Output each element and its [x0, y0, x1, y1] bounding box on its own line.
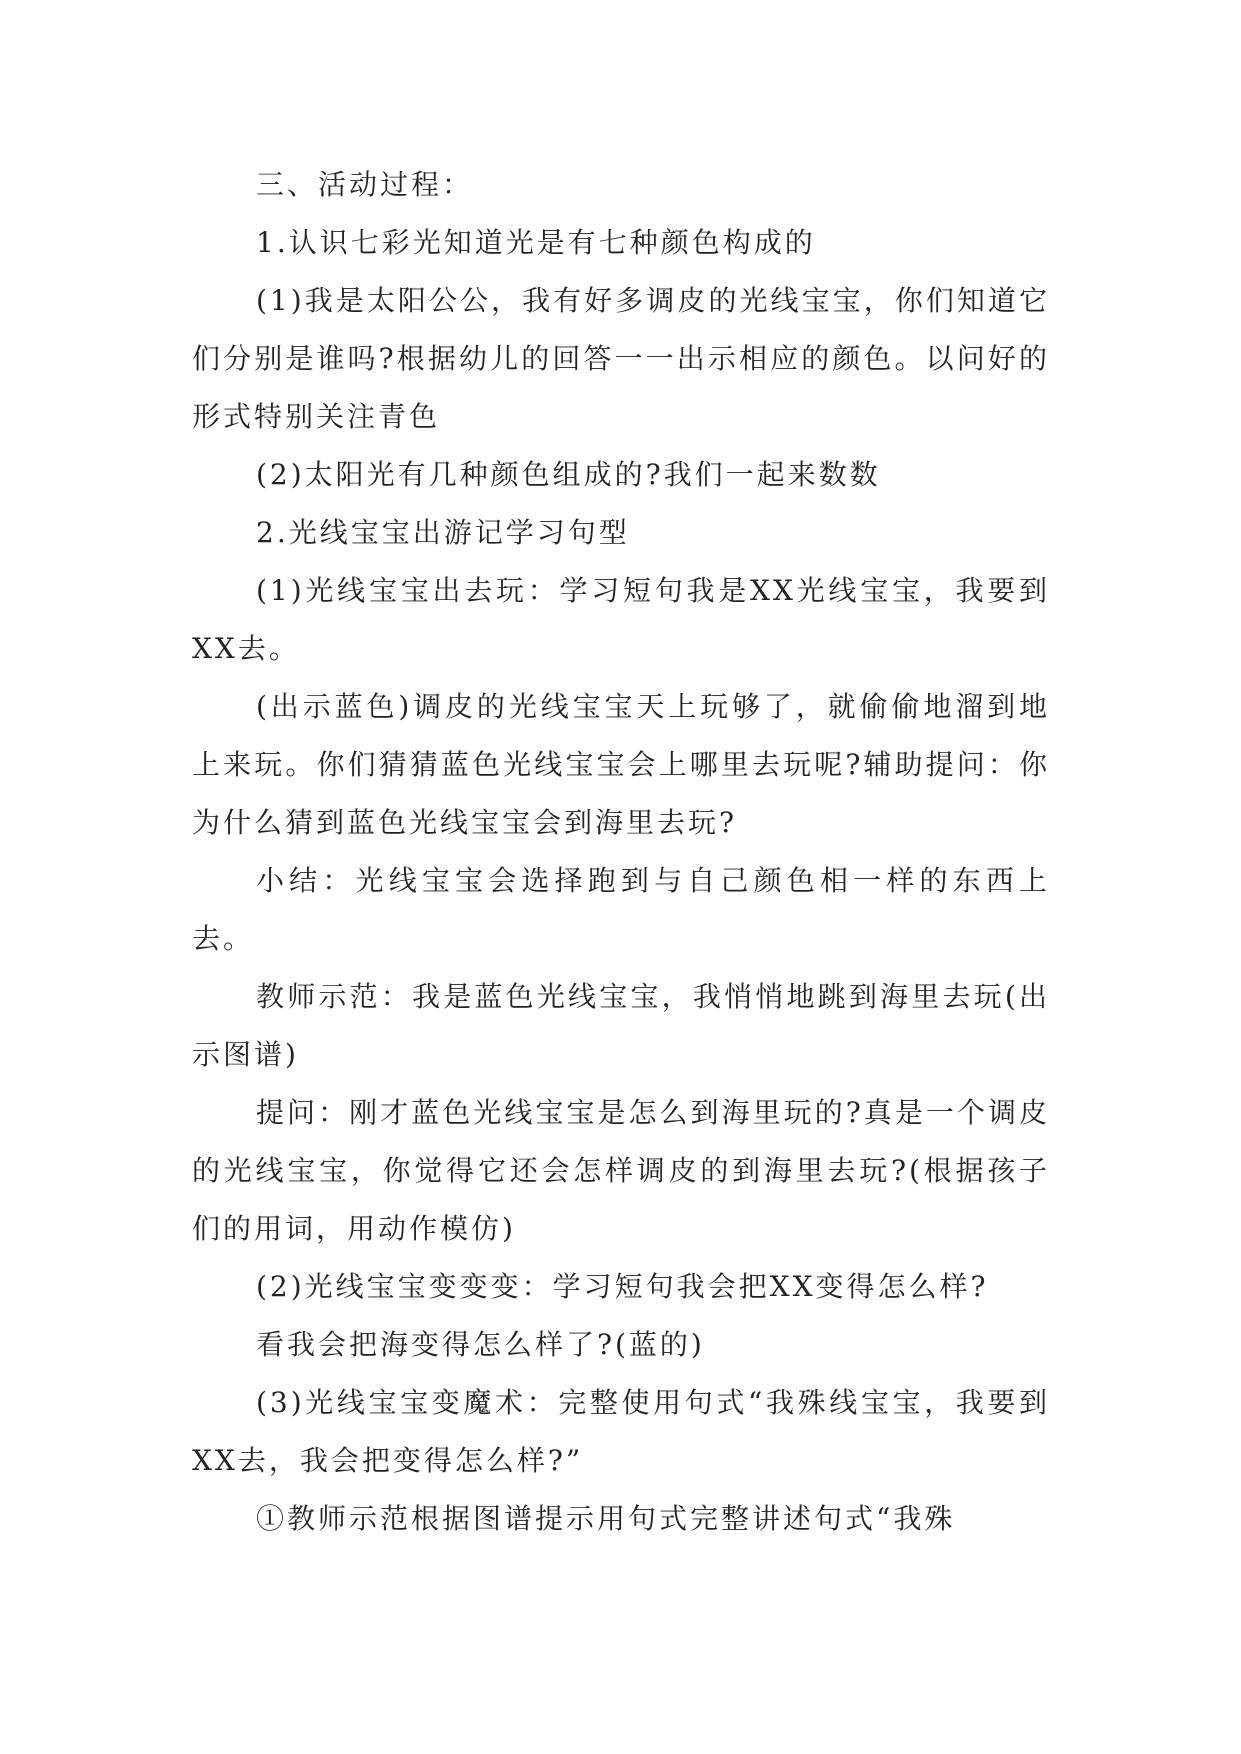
paragraph: (1)我是太阳公公，我有好多调皮的光线宝宝，你们知道它们分别是谁吗?根据幼儿的回答一一出示相应的颜色。以问好的形式特别关注青色: [192, 284, 1050, 433]
section-heading: 三、活动过程：: [256, 168, 474, 201]
paragraph: ①教师示范根据图谱提示用句式完整讲述句式“我殊: [256, 1502, 956, 1535]
paragraph: 小结：光线宝宝会选择跑到与自己颜色相一样的东西上去。: [192, 864, 1050, 955]
subsection-heading: 2.光线宝宝出游记学习句型: [256, 516, 630, 549]
paragraph: (出示蓝色)调皮的光线宝宝天上玩够了，就偷偷地溜到地上来玩。你们猜猜蓝色光线宝宝会上哪里去玩呢?辅助提问：你为什么猜到蓝色光线宝宝会到海里去玩?: [192, 690, 1050, 839]
paragraph: 教师示范：我是蓝色光线宝宝，我悄悄地跳到海里去玩(出示图谱): [192, 980, 1050, 1071]
paragraph: (1)光线宝宝出去玩：学习短句我是XX光线宝宝，我要到XX去。: [192, 574, 1050, 665]
paragraph: 提问：刚才蓝色光线宝宝是怎么到海里玩的?真是一个调皮的光线宝宝，你觉得它还会怎样调皮的到海里去玩?(根据孩子们的用词，用动作模仿): [192, 1096, 1050, 1245]
subsection-heading: 1.认识七彩光知道光是有七种颜色构成的: [256, 226, 816, 259]
paragraph: 看我会把海变得怎么样了?(蓝的): [256, 1328, 705, 1361]
paragraph: (2)光线宝宝变变变：学习短句我会把XX变得怎么样?: [256, 1270, 989, 1303]
paragraph: (2)太阳光有几种颜色组成的?我们一起来数数: [256, 458, 881, 491]
paragraph: (3)光线宝宝变魔术：完整使用句式“我殊线宝宝，我要到XX去，我会把变得怎么样?”: [192, 1386, 1050, 1477]
document-body: [192, 156, 1050, 1548]
